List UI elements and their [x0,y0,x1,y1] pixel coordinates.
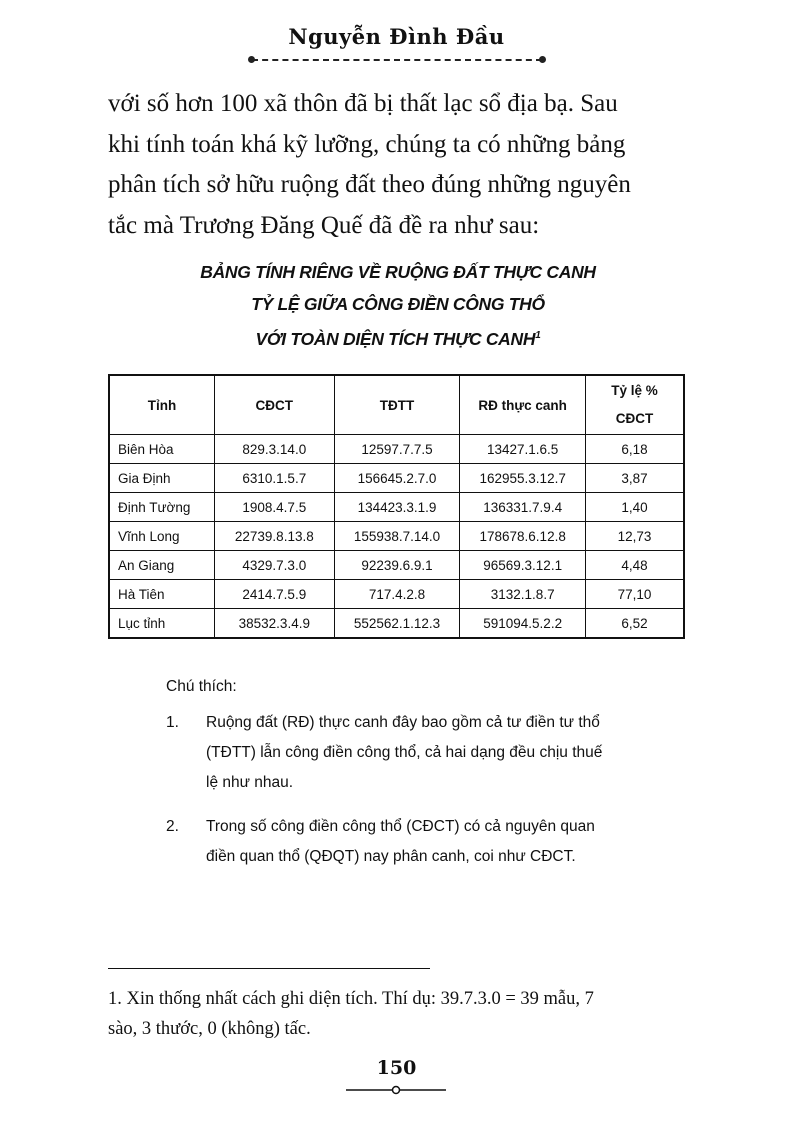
column-header: CĐCT [214,375,334,435]
value-cell: 2414.7.5.9 [214,580,334,609]
value-cell: 12,73 [586,522,684,551]
value-cell: 3132.1.8.7 [460,580,586,609]
value-cell: 4,48 [586,551,684,580]
value-cell: 96569.3.12.1 [460,551,586,580]
value-cell: 829.3.14.0 [214,435,334,464]
notes-section [164,672,704,886]
note-number: 2. [166,818,179,835]
province-cell: Biên Hòa [109,435,214,464]
province-cell: Hà Tiên [109,580,214,609]
note-line: điền quan thổ (QĐQT) nay phân canh, coi như CĐCT. [206,848,576,865]
note-line: Ruộng đất (RĐ) thực canh đây bao gồm cả tư điền tư thổ [206,714,600,731]
note-item [164,708,704,798]
value-cell: 92239.6.9.1 [334,551,460,580]
body-line: phân tích sở hữu ruộng đất theo đúng những nguyên [108,171,631,198]
value-cell: 6310.1.5.7 [214,464,334,493]
value-cell: 6,52 [586,609,684,639]
value-cell: 1,40 [586,493,684,522]
province-cell: Vĩnh Long [109,522,214,551]
province-cell: An Giang [109,551,214,580]
value-cell: 178678.6.12.8 [460,522,586,551]
province-cell: Gia Định [109,464,214,493]
table-row [109,464,684,493]
footnote [108,984,698,1044]
value-cell: 77,10 [586,580,684,609]
value-cell: 136331.7.9.4 [460,493,586,522]
table-title-line: TỶ LỆ GIỮA CÔNG ĐIỀN CÔNG THỔ [251,294,545,314]
table-title-line: BẢNG TÍNH RIÊNG VỀ RUỘNG ĐẤT THỰC CANH [200,262,596,282]
column-header: RĐ thực canh [460,375,586,435]
column-header: TĐTT [334,375,460,435]
table-row [109,435,684,464]
footnote-divider [108,968,430,969]
value-cell: 4329.7.3.0 [214,551,334,580]
column-header: Tỉnh [109,375,214,435]
body-line: với số hơn 100 xã thôn đã bị thất lạc sổ địa bạ. Sau [108,90,618,117]
value-cell: 156645.2.7.0 [334,464,460,493]
table-title-text: VỚI TOÀN DIỆN TÍCH THỰC CANH [255,328,536,349]
table-row [109,493,684,522]
note-line: lệ như nhau. [206,774,294,791]
value-cell: 134423.3.1.9 [334,493,460,522]
note-line: Trong số công điền công thổ (CĐCT) có cả nguyên quan [206,818,595,835]
table-title [108,256,688,355]
province-cell: Định Tường [109,493,214,522]
value-cell: 22739.8.13.8 [214,522,334,551]
body-paragraph [108,84,688,246]
divider-dot [248,56,255,63]
table-row [109,609,684,639]
page-number: 150 [376,1057,417,1079]
note-item [164,812,704,872]
note-line: (TĐTT) lẫn công điền công thổ, cả hai dạng đều chịu thuế [206,744,603,761]
footnote-line: sào, 3 thước, 0 (không) tấc. [108,1019,311,1039]
province-cell: Lục tỉnh [109,609,214,639]
body-line: tắc mà Trương Đăng Quế đã đề ra như sau: [108,211,540,239]
page-ornament [346,1084,446,1096]
value-cell: 6,18 [586,435,684,464]
value-cell: 12597.7.7.5 [334,435,460,464]
table-row [109,522,684,551]
value-cell: 162955.3.12.7 [460,464,586,493]
column-header [586,375,684,435]
footnote-line: 1. Xin thống nhất cách ghi diện tích. Thí dụ: 39.7.3.0 = 39 mẫu, 7 [108,989,594,1009]
value-cell: 38532.3.4.9 [214,609,334,639]
header-divider [252,59,542,61]
footnote-marker: 1 [535,330,541,341]
value-cell: 1908.4.7.5 [214,493,334,522]
value-cell: 3,87 [586,464,684,493]
column-header-line: CĐCT [615,411,654,426]
value-cell: 155938.7.14.0 [334,522,460,551]
value-cell: 13427.1.6.5 [460,435,586,464]
value-cell: 552562.1.12.3 [334,609,460,639]
land-table [108,374,685,639]
column-header-line: Tỷ lệ % [611,383,658,398]
table-title-line [108,320,688,355]
value-cell: 717.4.2.8 [334,580,460,609]
running-header: Nguyễn Đình Đầu [288,24,505,49]
note-number: 1. [166,714,179,731]
divider-dot [539,56,546,63]
table-header-row [109,375,684,435]
notes-heading: Chú thích: [166,678,237,695]
table-row [109,580,684,609]
value-cell: 591094.5.2.2 [460,609,586,639]
table-row [109,551,684,580]
body-line: khi tính toán khá kỹ lưỡng, chúng ta có những bảng [108,130,626,158]
